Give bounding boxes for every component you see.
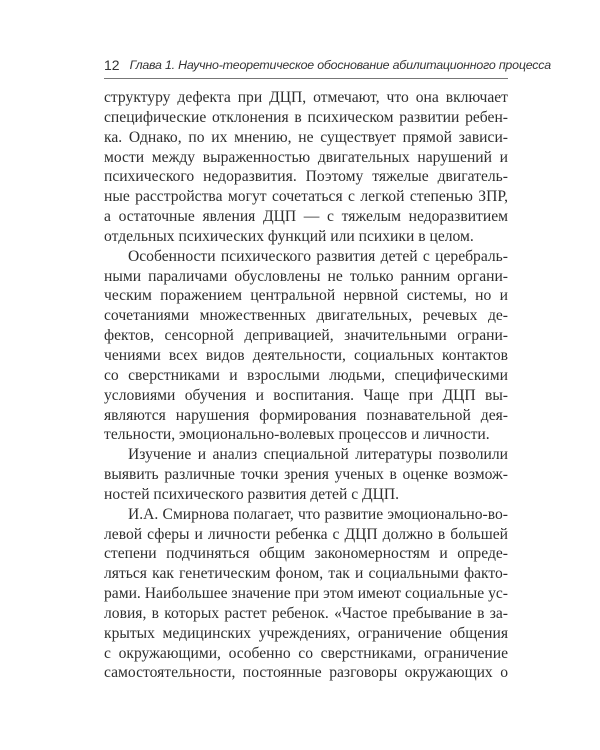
running-title: Глава 1. Научно-теоретическое обоснование абилитационного процесса — [129, 58, 551, 72]
running-header — [104, 52, 551, 79]
text-line: Изучение и анализ специальной литературы позволили — [128, 446, 508, 464]
text-line: сочетаниями множественных двигательных, речевых де- — [104, 307, 508, 325]
paragraph — [104, 445, 508, 505]
text-line: специфические отклонения в психическом развитии ребен- — [104, 108, 508, 126]
text-line: с окружающими, особенно со сверстниками, ограничение — [104, 644, 508, 662]
text-line: фектов, сенсорной депривацией, значительными ограни- — [104, 327, 508, 345]
text-line: ностей психического развития детей с ДЦП. — [104, 485, 400, 503]
text-line: ляться как генетическим фоном, так и социальными факто- — [104, 565, 508, 583]
text-line: являются нарушения формирования познавательной дея- — [104, 406, 508, 424]
text-line: левой сферы и личности ребенка с ДЦП должно в большей — [104, 525, 508, 543]
text-line: ческим поражением центральной нервной системы, но и — [104, 287, 508, 305]
text-line: психического недоразвития. Поэтому тяжелые двигатель- — [104, 168, 508, 186]
text-line: условиями обучения и воспитания. Чаще при ДЦП вы- — [104, 386, 508, 404]
text-line: степени подчиняться общим закономерностям и опреде- — [104, 545, 508, 563]
page-number: 12 — [104, 57, 120, 73]
text-line: выявить различные точки зрения ученых в оценке возмож- — [104, 466, 508, 484]
text-line: отдельных психических функций или психики в целом. — [104, 227, 474, 245]
text-line: ными параличами обусловлены не только ранним органи- — [104, 267, 508, 285]
text-line: ловия, в которых растет ребенок. «Частое пребывание в за- — [104, 604, 508, 622]
text-line: ные расстройства могут сочетаться с легкой степенью ЗПР, — [104, 188, 508, 206]
paragraph — [104, 247, 508, 445]
text-line: Особенности психического развития детей с церебраль- — [128, 247, 508, 265]
page-body — [104, 88, 508, 683]
text-line: структуру дефекта при ДЦП, отмечают, что она включает — [104, 89, 508, 106]
text-line: самостоятельности, постоянные разговоры окружающих о — [104, 664, 508, 682]
text-line: крытых медицинских учреждениях, ограничение общения — [104, 624, 508, 642]
paragraph — [104, 505, 508, 684]
text-line: а остаточные явления ДЦП — с тяжелым недоразвитием — [104, 208, 508, 226]
text-line: И.А. Смирнова полагает, что развитие эмоционально-во- — [128, 505, 508, 523]
text-line: тельности, эмоционально-волевых процессов и личности. — [104, 426, 490, 444]
text-line: рами. Наибольшее значение при этом имеют социальные ус- — [104, 585, 508, 603]
text-line: со сверстниками и взрослыми людьми, специфическими — [104, 366, 508, 384]
text-line: чениями всех видов деятельности, социальных контактов — [104, 346, 508, 364]
paragraph — [104, 88, 508, 247]
text-line: мости между выраженностью двигательных нарушений и — [104, 148, 508, 166]
text-line: ка. Однако, по их мнению, не существует прямой зависи- — [104, 128, 508, 146]
